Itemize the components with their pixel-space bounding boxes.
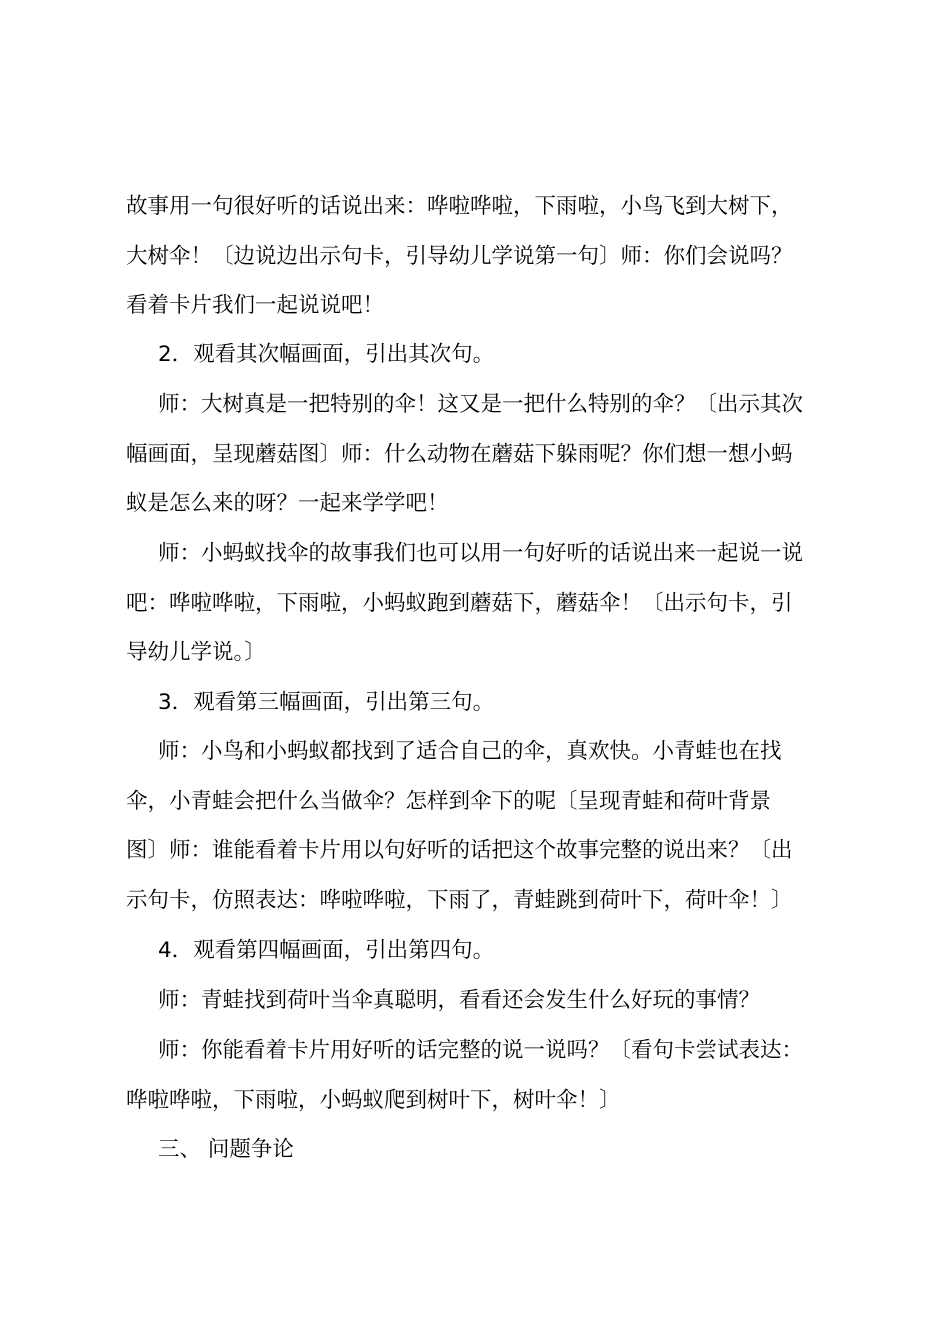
- text-line: 故事用一句很好听的话说出来：哗啦哗啦，下雨啦，小鸟飞到大树下，: [126, 194, 793, 219]
- text-line: 师：小蚂蚁找伞的故事我们也可以用一句好听的话说出来一起说一说: [158, 541, 804, 566]
- text-line: 看着卡片我们一起说说吧！: [126, 293, 385, 319]
- text-line: 哗啦哗啦，下雨啦，小蚂蚁爬到树叶下，树叶伞！〕: [126, 1087, 621, 1113]
- text-line: 示句卡，仿照表达：哗啦哗啦，下雨了，青蛙跳到荷叶下，荷叶伞！〕: [126, 887, 793, 913]
- section-heading: 3．观看第三幅画面，引出第三句。: [158, 690, 495, 715]
- text-line: 师：青蛙找到荷叶当伞真聪明，看看还会发生什么好玩的事情？: [158, 988, 761, 1013]
- paragraph-4: [126, 529, 832, 678]
- section-heading: 三、 问题争论: [158, 1137, 294, 1162]
- text-line: 师：大树真是一把特别的伞！这又是一把什么特别的伞？〔出示其次: [158, 392, 804, 417]
- text-line: 师：你能看着卡片用好听的话完整的说一说吗？〔看句卡尝试表达：: [158, 1038, 804, 1063]
- paragraph-10-heading: [126, 1125, 832, 1175]
- paragraph-1: [126, 182, 832, 331]
- text-line: 蚁是怎么来的呀？一起来学学吧！: [126, 491, 449, 517]
- text-line: 伞，小青蛙会把什么当做伞？怎样到伞下的呢〔呈现青蛙和荷叶背景: [126, 788, 772, 814]
- paragraph-7-heading: [126, 926, 832, 976]
- section-heading: 4．观看第四幅画面，引出第四句。: [158, 938, 495, 963]
- text-line: 吧：哗啦哗啦，下雨啦，小蚂蚁跑到蘑菇下，蘑菇伞！〔出示句卡，引: [126, 590, 793, 616]
- text-line: 师：小鸟和小蚂蚁都找到了适合自己的伞，真欢快。小青蛙也在找: [158, 739, 782, 764]
- paragraph-5-heading: [126, 678, 832, 728]
- paragraph-3: [126, 380, 832, 529]
- text-line: 大树伞！〔边说边出示句卡，引导幼儿学说第一句〕师：你们会说吗？: [126, 243, 793, 269]
- text-line: 幅画面，呈现蘑菇图〕师：什么动物在蘑菇下躲雨呢？你们想一想小蚂: [126, 441, 793, 467]
- paragraph-8: [126, 976, 832, 1026]
- text-line: 图〕师：谁能看着卡片用以句好听的话把这个故事完整的说出来？〔出: [126, 838, 793, 864]
- paragraph-9: [126, 1026, 832, 1125]
- paragraph-6: [126, 727, 832, 925]
- paragraph-2-heading: [126, 330, 832, 380]
- section-heading: 2．观看其次幅画面，引出其次句。: [158, 342, 495, 367]
- text-line: 导幼儿学说。〕: [126, 640, 266, 666]
